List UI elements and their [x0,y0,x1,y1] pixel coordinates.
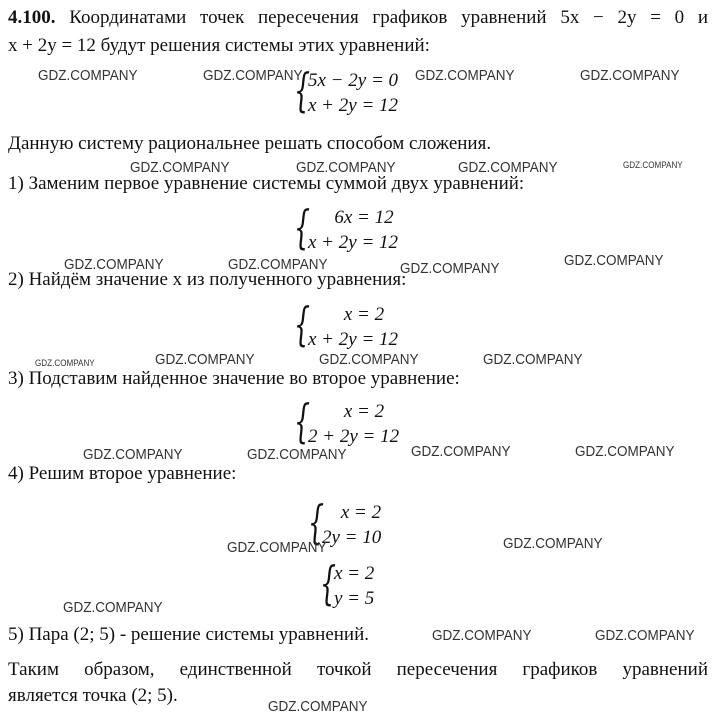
watermark: GDZ.COMPANY [575,443,675,460]
watermark: GDZ.COMPANY [564,252,664,269]
system-brace: { [294,297,311,351]
system-eq-2: 2y = 10 [322,527,382,548]
watermark: GDZ.COMPANY [228,256,328,273]
watermark: GDZ.COMPANY [155,351,255,368]
step-2: 2) Найдём значение x из полученного уравнения: [8,269,407,290]
watermark: GDZ.COMPANY [503,535,603,552]
system-original [294,63,399,118]
system-brace: { [294,200,311,254]
step-4: 4) Решим второе уравнение: [8,463,237,484]
watermark: GDZ.COMPANY [411,443,511,460]
system-eq-2: y = 5 [334,588,375,609]
system-eq-1: x = 2 [343,304,385,325]
watermark: GDZ.COMPANY [580,67,680,84]
system-eq-2: x + 2y = 12 [308,95,399,116]
system-eq-1: 5x − 2y = 0 [308,70,399,91]
watermark: GDZ.COMPANY [458,159,558,176]
watermark: GDZ.COMPANY [130,159,230,176]
system-eq-1: x = 2 [334,563,375,584]
watermark: GDZ.COMPANY [296,159,396,176]
problem-intro-line-1 [8,6,708,30]
watermark: GDZ.COMPANY [595,627,695,644]
system-brace: { [294,63,311,117]
watermark: GDZ.COMPANY [623,160,683,170]
problem-intro-line-2: x + 2y = 12 будут решения системы этих уравнений: [8,35,430,56]
system-step-3 [294,394,420,449]
step-3: 3) Подставим найденное значение во второе уравнение: [8,368,460,389]
method-text: Данную систему рациональнее решать способом сложения. [8,133,492,154]
watermark: GDZ.COMPANY [247,446,347,463]
system-eq-1: 6x = 12 [334,207,394,228]
watermark: GDZ.COMPANY [63,599,163,616]
system-brace: { [320,556,337,610]
watermark: GDZ.COMPANY [227,539,327,556]
watermark: GDZ.COMPANY [483,351,583,368]
watermark: GDZ.COMPANY [203,67,303,84]
system-step-4 [308,495,400,550]
step-5: 5) Пара (2; 5) - решение системы уравнений. [8,624,370,645]
conclusion-line-1: Таким образом, единственной точкой пересечения графиков уравнений [8,659,708,680]
watermark: GDZ.COMPANY [35,358,95,368]
watermark: GDZ.COMPANY [400,260,500,277]
watermark: GDZ.COMPANY [415,67,515,84]
problem-intro-text: Координатами точек пересечения графиков уравнений 5x − 2y = 0 и [69,7,708,28]
system-eq-1: x = 2 [343,401,385,422]
system-eq-2: x + 2y = 12 [308,329,399,350]
watermark: GDZ.COMPANY [38,67,138,84]
watermark: GDZ.COMPANY [319,351,419,368]
system-brace: { [308,495,325,549]
problem-number: 4.100. [8,7,56,28]
system-step-1 [294,200,420,255]
system-brace: { [294,394,311,448]
conclusion-line-2: является точка (2; 5). [8,685,178,706]
system-step-2 [294,297,420,352]
watermark: GDZ.COMPANY [64,256,164,273]
step-1: 1) Заменим первое уравнение системы суммой двух уравнений: [8,173,525,194]
system-step-5 [320,556,375,611]
system-eq-2: x + 2y = 12 [308,232,399,253]
watermark: GDZ.COMPANY [83,446,183,463]
watermark: GDZ.COMPANY [268,698,368,715]
system-eq-1: x = 2 [340,502,382,523]
watermark: GDZ.COMPANY [432,627,532,644]
system-eq-2: 2 + 2y = 12 [308,426,400,447]
